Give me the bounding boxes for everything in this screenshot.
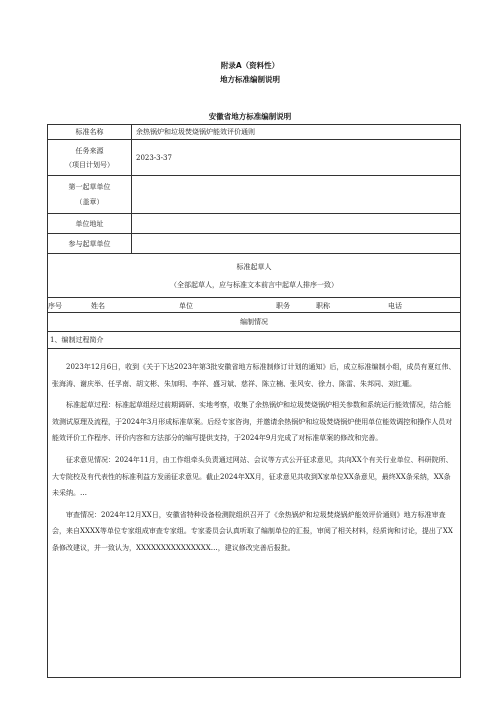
row-address [48,214,460,234]
drafters-title: 标准起草人 [236,262,272,271]
row-task-source [48,140,460,176]
section-1-heading: 1、编制过程简介 [50,336,104,344]
value-first-unit [132,176,460,213]
section-title: 编制情况 [240,318,268,326]
label-task-source-line2: （项目计划号） [65,160,114,169]
col-name: 姓名 [91,302,105,310]
paragraph-review: 审查情况：2024年12月XX日，安徽省特种设备检测院组织召开了《余热锅炉和垃圾焚烧锅炉能效评价通则》地方标准审查会，来自XXXX等单位专家组成审查专家组。专家委员会认真听取了编制单位的汇报，审阅了相关材料，经质询和讨论，提出了XX条修改建议，并一致认为，XXXXXXXXXXXXXXX…，建议修改完善后报批。 [52,510,453,552]
row-drafters-header [48,254,460,298]
value-task-source: 2023-3-37 [136,153,172,162]
row-drafters-columns [48,298,460,313]
label-task-source-line1: 任务来源 [75,146,104,155]
label-first-unit [48,176,132,213]
label-task-source [48,140,132,175]
row-section-title [48,313,460,332]
value-address [132,214,460,233]
row-standard-name [48,125,460,140]
label-first-unit-line1: 第一起草单位 [68,182,111,191]
col-position: 职务 [276,302,290,310]
paragraph-plan: 2023年12月6日，收到《关于下达2023年第3批安徽省地方标准制修订计划的通知》后，成立标准编制小组，成员有夏红伟、张海涛、谢庆举、任孚南、胡文彬、朱加明、李祥、盛习斌、慈祥、陈立楠、张风安、徐力、陈雷、朱邦同、刘红瓏。 [52,363,456,388]
value-participating-units [132,234,460,253]
section-1-body [48,349,460,677]
label-participating-units: 参与起草单位 [48,234,132,253]
paragraph-comments: 征求意见情况：2024年11月，由工作组牵头负责通过网站、会议等方式公开征求意见，共向XX个有关行业单位、科研院所、大专院校及有代表性的标准利益方发函征求意见。截止2024年XX月，征求意见共收到X家单位XX条意见，最终XX条采纳，XX条未采纳。… [52,455,453,498]
value-standard-name: 余热锅炉和垃圾焚烧锅炉能效评价通则 [136,128,255,136]
drafters-note: （全部起草人，应与标准文本前言中起草人排序一致） [170,280,338,289]
row-participating-units [48,234,460,254]
table-title: 安徽省地方标准编制说明 [208,112,292,121]
row-section-1 [48,332,460,349]
drafters-columns [48,298,460,312]
paragraph-drafting: 标准起草过程：标准起草组经过前期调研、实地考察，收集了余热锅炉和垃圾焚烧锅炉相关参数和系统运行能效情况，结合能效测试原理及流程，于2024年3月形成标准草案。后经专家咨询，并邀请余热锅炉和垃圾焚烧锅炉使用单位能效调控和操作人员对能效评价工作程序、评价内容和方法部分的编写提供支持，于2024年9月完成了对标准草案的修改和完善。 [52,401,453,443]
drafters-header [48,254,460,297]
col-phone: 电话 [388,302,402,310]
appendix-subtitle: 地方标准编制说明 [220,75,280,84]
label-first-unit-line2: （盖章） [75,197,104,206]
standard-table [47,124,461,678]
col-unit: 单位 [179,302,193,310]
label-standard-name: 标准名称 [48,125,132,139]
row-first-unit [48,176,460,214]
appendix-title: 附录A（资料性） [220,61,280,70]
label-address: 单位地址 [48,214,132,233]
row-section-1-body [48,349,460,677]
col-seq: 序号 [48,302,62,310]
col-title: 职称 [316,302,330,310]
